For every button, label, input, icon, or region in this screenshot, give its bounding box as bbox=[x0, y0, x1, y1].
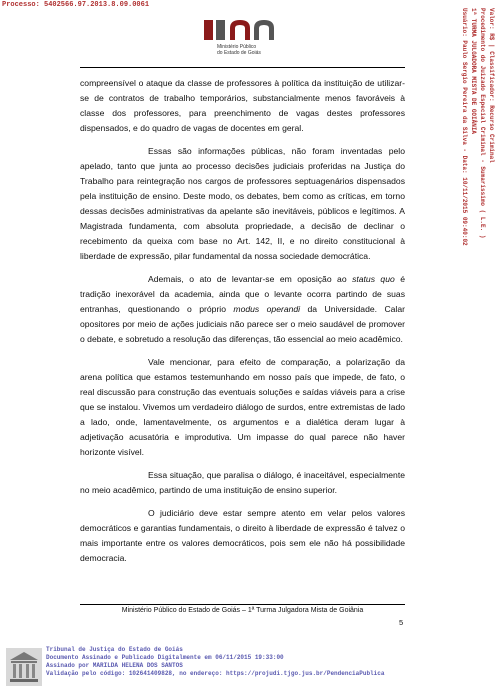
logo-text bbox=[217, 44, 277, 56]
signature-published: Documento Assinado e Publicado Digitalmente em 06/11/2015 19:33:00 bbox=[46, 654, 284, 661]
mp-goias-logo bbox=[200, 18, 280, 62]
digital-signature-block bbox=[0, 642, 492, 689]
side-stamp bbox=[456, 8, 496, 288]
document-body bbox=[80, 76, 405, 574]
logo-emblem-icon bbox=[200, 18, 280, 42]
logo-line-2: do Estado de Goiás bbox=[217, 50, 261, 56]
processo-number: Processo: 5402566.97.2013.8.09.0061 bbox=[2, 1, 150, 9]
paragraph-4: Vale mencionar, para efeito de comparação, a polarização da arena política que estamos testemunhando em nosso país que impede, de fato, o real discussão para construção das eventuais soluções e saídas viáveis para a crise que se instalou. Vivemos um verdadeiro diálogo de surdos, entre extremistas de lado a lado, onde, lamentavelmente, os argumentos e a dialética deram lugar à adjetivação acusatória e improdutiva. Um impasse do qual parece não haver horizonte visível. bbox=[80, 357, 405, 457]
status-quo-term: status quo bbox=[352, 274, 395, 284]
side-stamp-line-2: Procedimento do Juizado Especial Criminal - Sumaríssimo ( L.E. ) bbox=[479, 8, 486, 239]
paragraph-2: Essas são informações públicas, não foram inventadas pelo apelado, tanto que junta ao processo decisões judiciais proferidas na Justiça do Trabalho para reintegração nos cargos de professores septuagenários dispensados pela instituição de ensino. Deste modo, os debates, bem como as críticas, em torno dessas decisões administrativas da apelante são inevitáveis, públicos e legítimos. A Magistrada fundamenta, com absoluta propriedade, a decisão de declinar o recebimento da queixa com base no Art. 142, II, e no direito constitucional à liberdade de expressão, pilar fundamental da nossa sociedade democrática. bbox=[80, 146, 405, 261]
signature-court: Tribunal de Justiça do Estado de Goiás bbox=[46, 646, 183, 653]
header-rule bbox=[80, 67, 405, 68]
signature-signer: Assinado por MARILDA HELENA DOS SANTOS bbox=[46, 662, 183, 669]
paragraph-6: O judiciário deve estar sempre atento em velar pelos valores democráticos e garantias fundamentais, o direito à liberdade de expressão é talvez o mais importante entre os valores democráticos, pois sem ele não há possibilidade democracia. bbox=[80, 508, 405, 563]
logo-line-1: Ministério Público bbox=[217, 44, 257, 50]
paragraph-3-part-b: é tradição inexorável da academia, ainda que o levante ocorra partindo de suas entranhas, questionando o próprio bbox=[80, 274, 406, 314]
side-stamp-line-4: Usuário: Paulo Sergio Pereira da Silva - Data: 10/11/2015 09:40:02 bbox=[461, 8, 468, 246]
side-stamp-line-3: 1ª TURMA JULGADORA MISTA DE GOIÂNIA bbox=[470, 8, 477, 135]
footer-rule bbox=[80, 604, 405, 605]
paragraph-3 bbox=[80, 272, 405, 347]
footer-text: Ministério Público do Estado de Goiás – 1ª Turma Julgadora Mista de Goiânia bbox=[121, 607, 364, 614]
signature-validation: Validação pelo código: 102641409828, no endereço: https://projudi.tjgo.jus.br/PendenciaPublica bbox=[46, 670, 385, 677]
paragraph-1: compreensível o ataque da classe de professores à política da instituição de utilizar-se de contratos de trabalho temporários, substancialmente menos favoráveis à classe dos professores, para preenchimento de vagas destes professores dispensados, e do quadro de vagas de docentes em geral. bbox=[80, 78, 405, 133]
signature-lines bbox=[46, 646, 384, 678]
page-number: 5 bbox=[399, 618, 404, 627]
court-building-icon bbox=[6, 648, 42, 686]
side-stamp-line-1: Valor: R$ | Classificador: Recurso Criminal bbox=[488, 8, 495, 163]
paragraph-3-part-c: da Universidade. Calar opositores por meio de ações judiciais não parece ser o meio saudável de promover o debate, e sobretudo a resolução das diferenças, tão essencial ao meio acadêmico. bbox=[80, 304, 405, 344]
modus-operandi-term: modus operandi bbox=[233, 304, 301, 314]
paragraph-5: Essa situação, que paralisa o diálogo, é inaceitável, especialmente no meio acadêmico, partindo de uma instituição de ensino superior. bbox=[80, 470, 405, 495]
paragraph-3-part-a: Ademais, o ato de levantar-se em oposição ao bbox=[148, 274, 353, 284]
